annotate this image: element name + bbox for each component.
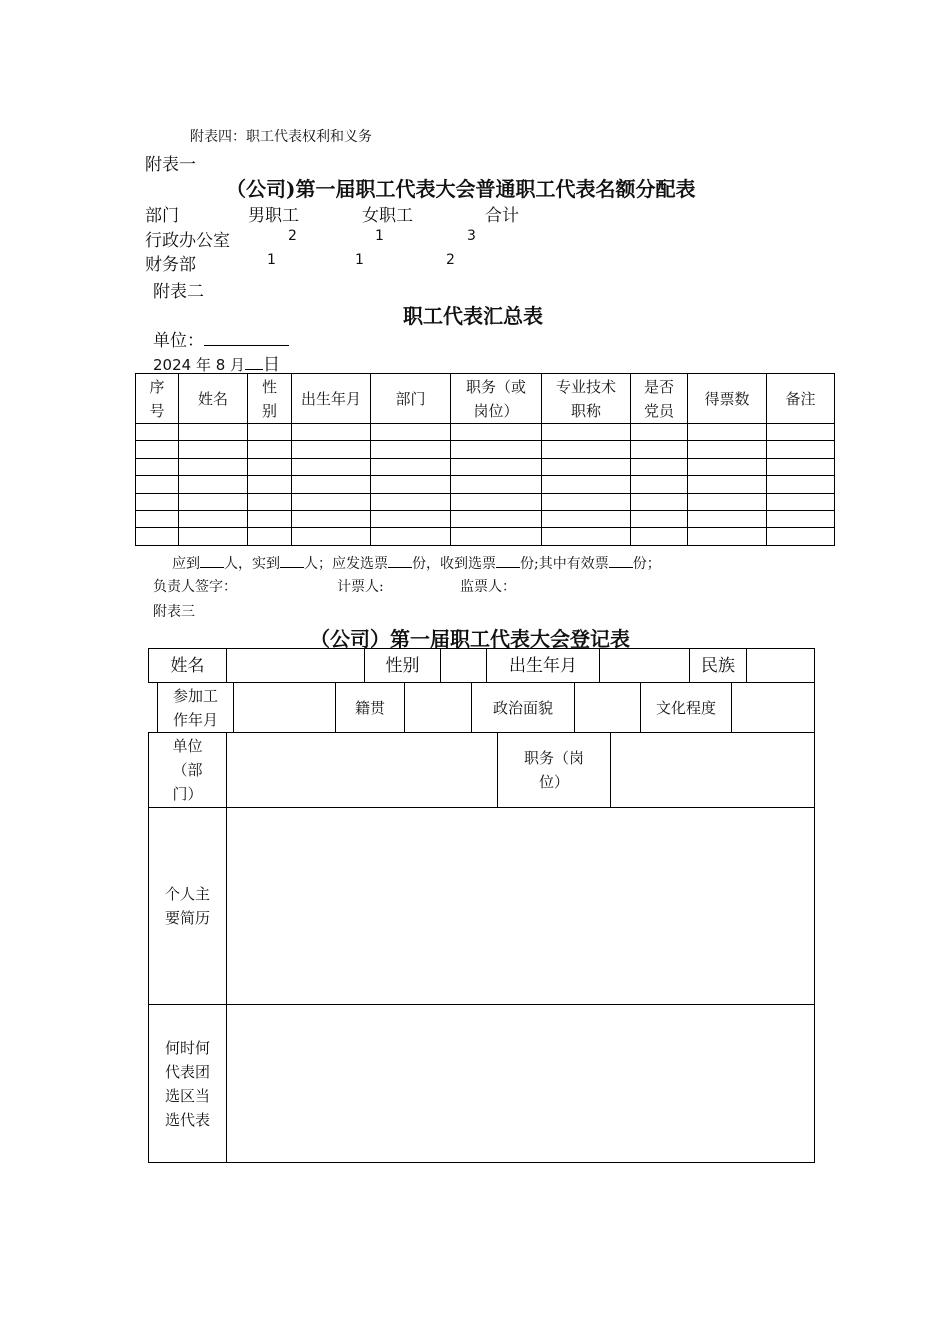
reg-unit-label: 单位（部门） bbox=[149, 733, 227, 808]
reg-ethnic-value[interactable] bbox=[747, 649, 815, 683]
annex1-row2-female: 1 bbox=[355, 252, 364, 268]
annex1-label: 附表一 bbox=[145, 155, 196, 175]
table-cell[interactable] bbox=[451, 493, 542, 510]
summary-body bbox=[136, 424, 835, 546]
table-cell[interactable] bbox=[248, 510, 292, 527]
table-row bbox=[136, 441, 835, 458]
reg-education-value[interactable] bbox=[732, 683, 815, 733]
table-cell[interactable] bbox=[179, 424, 248, 441]
reg-post-label: 职务（岗位） bbox=[498, 733, 611, 808]
table-cell[interactable] bbox=[136, 510, 179, 527]
header-dept: 部门 bbox=[371, 374, 451, 424]
table-cell[interactable] bbox=[371, 493, 451, 510]
stats-text-6: 份； bbox=[632, 556, 661, 572]
table-cell[interactable] bbox=[292, 476, 371, 493]
reg-political-label: 政治面貌 bbox=[472, 683, 575, 733]
stats-blank-2[interactable] bbox=[280, 551, 304, 568]
annex1-row1-total: 3 bbox=[467, 228, 476, 244]
table-cell[interactable] bbox=[248, 458, 292, 475]
reg-post-value[interactable] bbox=[611, 733, 815, 808]
table-cell[interactable] bbox=[542, 510, 631, 527]
header-gender: 性别 bbox=[248, 374, 292, 424]
reg-row2 bbox=[157, 682, 815, 733]
table-cell[interactable] bbox=[542, 458, 631, 475]
reg-main bbox=[148, 732, 815, 1163]
stats-text-4: 份，收到选票 bbox=[412, 556, 496, 572]
table-cell[interactable] bbox=[248, 493, 292, 510]
table-cell[interactable] bbox=[767, 510, 835, 527]
reg-resume-label: 个人主要简历 bbox=[149, 808, 227, 1005]
reg-elected-label: 何时何代表团选区当选代表 bbox=[149, 1005, 227, 1163]
header-votes: 得票数 bbox=[688, 374, 767, 424]
stats-blank-1[interactable] bbox=[200, 551, 224, 568]
table-cell[interactable] bbox=[767, 441, 835, 458]
header-name: 姓名 bbox=[179, 374, 248, 424]
header-party: 是否党员 bbox=[631, 374, 688, 424]
annex2-stats bbox=[172, 551, 661, 573]
annex1-row1-dept: 行政办公室 bbox=[145, 231, 230, 251]
table-cell[interactable] bbox=[136, 528, 179, 545]
table-cell[interactable] bbox=[631, 528, 688, 545]
reg-native-value[interactable] bbox=[405, 683, 472, 733]
reg-name-value[interactable] bbox=[227, 649, 365, 683]
annex1-header-total: 合计 bbox=[485, 206, 519, 226]
header-title: 专业技术职称 bbox=[542, 374, 631, 424]
table-row bbox=[136, 528, 835, 545]
annex2-unit-blank[interactable] bbox=[204, 329, 289, 346]
stats-text-5: 份;其中有效票 bbox=[520, 556, 609, 572]
reg-name-label: 姓名 bbox=[149, 649, 227, 683]
stats-blank-3[interactable] bbox=[388, 551, 412, 568]
stats-text-1: 应到 bbox=[172, 556, 200, 572]
annex1-row2-male: 1 bbox=[267, 252, 276, 268]
table-cell[interactable] bbox=[179, 476, 248, 493]
reg-gender-value[interactable] bbox=[441, 649, 487, 683]
table-cell[interactable] bbox=[248, 528, 292, 545]
header-remarks: 备注 bbox=[767, 374, 835, 424]
table-cell[interactable] bbox=[767, 424, 835, 441]
annex3-label: 附表三 bbox=[153, 604, 195, 620]
table-cell[interactable] bbox=[292, 493, 371, 510]
table-cell[interactable] bbox=[292, 424, 371, 441]
table-cell[interactable] bbox=[371, 476, 451, 493]
stats-text-2: 人，实到 bbox=[224, 556, 280, 572]
table-cell[interactable] bbox=[371, 458, 451, 475]
table-cell[interactable] bbox=[136, 476, 179, 493]
table-cell[interactable] bbox=[179, 510, 248, 527]
top-note: 附表四：职工代表权利和义务 bbox=[190, 129, 372, 145]
reg-workdate-label: 参加工作年月 bbox=[158, 683, 234, 733]
table-cell[interactable] bbox=[451, 424, 542, 441]
reg-elected-value[interactable] bbox=[227, 1005, 815, 1163]
sign-leader: 负责人签字： bbox=[153, 579, 237, 595]
table-row bbox=[136, 424, 835, 441]
table-cell[interactable] bbox=[767, 458, 835, 475]
annex1-header-female: 女职工 bbox=[362, 206, 413, 226]
table-cell[interactable] bbox=[371, 441, 451, 458]
table-cell[interactable] bbox=[136, 441, 179, 458]
table-cell[interactable] bbox=[451, 510, 542, 527]
summary-table bbox=[135, 373, 835, 546]
reg-birth-label: 出生年月 bbox=[487, 649, 600, 683]
table-cell[interactable] bbox=[767, 528, 835, 545]
table-cell[interactable] bbox=[688, 510, 767, 527]
table-cell[interactable] bbox=[688, 424, 767, 441]
header-seq: 序号 bbox=[136, 374, 179, 424]
annex2-label: 附表二 bbox=[153, 282, 204, 302]
table-cell[interactable] bbox=[292, 441, 371, 458]
table-cell[interactable] bbox=[688, 528, 767, 545]
sign-counter: 计票人: bbox=[337, 579, 384, 595]
table-cell[interactable] bbox=[179, 441, 248, 458]
table-cell[interactable] bbox=[136, 458, 179, 475]
annex1-row2-total: 2 bbox=[446, 252, 455, 268]
annex2-unit-label: 单位： bbox=[153, 331, 204, 351]
stats-blank-4[interactable] bbox=[496, 551, 520, 568]
annex1-header-male: 男职工 bbox=[248, 206, 299, 226]
table-cell[interactable] bbox=[767, 476, 835, 493]
reg-political-value[interactable] bbox=[575, 683, 641, 733]
stats-blank-5[interactable] bbox=[609, 551, 633, 568]
table-cell[interactable] bbox=[248, 441, 292, 458]
table-cell[interactable] bbox=[451, 476, 542, 493]
table-cell[interactable] bbox=[688, 458, 767, 475]
annex2-date bbox=[153, 350, 280, 375]
reg-workdate-value[interactable] bbox=[234, 683, 336, 733]
table-cell[interactable] bbox=[179, 458, 248, 475]
header-position: 职务（或岗位） bbox=[451, 374, 542, 424]
table-cell[interactable] bbox=[688, 476, 767, 493]
annex1-row2-dept: 财务部 bbox=[145, 255, 196, 275]
table-cell[interactable] bbox=[631, 458, 688, 475]
table-cell[interactable] bbox=[371, 424, 451, 441]
sign-monitor: 监票人： bbox=[460, 579, 516, 595]
reg-row1 bbox=[148, 648, 815, 683]
table-cell[interactable] bbox=[179, 528, 248, 545]
reg-resume-value[interactable] bbox=[227, 808, 815, 1005]
table-cell[interactable] bbox=[542, 476, 631, 493]
table-cell[interactable] bbox=[136, 493, 179, 510]
table-cell[interactable] bbox=[631, 424, 688, 441]
annex1-header-dept: 部门 bbox=[145, 206, 179, 226]
table-cell[interactable] bbox=[451, 441, 542, 458]
table-cell[interactable] bbox=[248, 424, 292, 441]
annex1-row1-female: 1 bbox=[375, 228, 384, 244]
table-row bbox=[136, 510, 835, 527]
table-cell[interactable] bbox=[542, 528, 631, 545]
table-cell[interactable] bbox=[248, 476, 292, 493]
table-cell[interactable] bbox=[542, 441, 631, 458]
annex2-date-suffix: 日 bbox=[263, 355, 281, 375]
reg-native-label: 籍贯 bbox=[336, 683, 405, 733]
table-row bbox=[136, 458, 835, 475]
reg-gender-label: 性别 bbox=[365, 649, 441, 683]
reg-ethnic-label: 民族 bbox=[690, 649, 747, 683]
table-cell[interactable] bbox=[631, 510, 688, 527]
table-cell[interactable] bbox=[631, 476, 688, 493]
stats-text-3: 人；应发选票 bbox=[304, 556, 388, 572]
table-cell[interactable] bbox=[542, 424, 631, 441]
table-cell[interactable] bbox=[451, 528, 542, 545]
table-cell[interactable] bbox=[292, 458, 371, 475]
table-cell[interactable] bbox=[371, 528, 451, 545]
table-cell[interactable] bbox=[292, 510, 371, 527]
table-cell[interactable] bbox=[292, 528, 371, 545]
table-cell[interactable] bbox=[136, 424, 179, 441]
table-cell[interactable] bbox=[451, 458, 542, 475]
header-birth: 出生年月 bbox=[292, 374, 371, 424]
table-cell[interactable] bbox=[631, 441, 688, 458]
table-cell[interactable] bbox=[371, 510, 451, 527]
table-cell[interactable] bbox=[688, 493, 767, 510]
annex2-date-prefix: 2024 年 8 月 bbox=[153, 356, 246, 374]
table-cell[interactable] bbox=[542, 493, 631, 510]
annex1-row1-male: 2 bbox=[288, 228, 297, 244]
table-cell[interactable] bbox=[631, 493, 688, 510]
table-row bbox=[136, 476, 835, 493]
reg-education-label: 文化程度 bbox=[641, 683, 732, 733]
annex2-date-day-blank[interactable] bbox=[245, 353, 263, 370]
table-row bbox=[136, 493, 835, 510]
annex2-title: 职工代表汇总表 bbox=[403, 304, 543, 328]
table-cell[interactable] bbox=[767, 493, 835, 510]
table-cell[interactable] bbox=[179, 493, 248, 510]
reg-unit-value[interactable] bbox=[227, 733, 498, 808]
annex2-unit bbox=[153, 326, 289, 351]
reg-birth-value[interactable] bbox=[600, 649, 690, 683]
annex1-title: （公司)第一届职工代表大会普通职工代表名额分配表 bbox=[226, 177, 696, 201]
summary-header-row bbox=[136, 374, 835, 424]
annex3-title: （公司）第一届职工代表大会登记表 bbox=[310, 627, 630, 651]
table-cell[interactable] bbox=[688, 441, 767, 458]
